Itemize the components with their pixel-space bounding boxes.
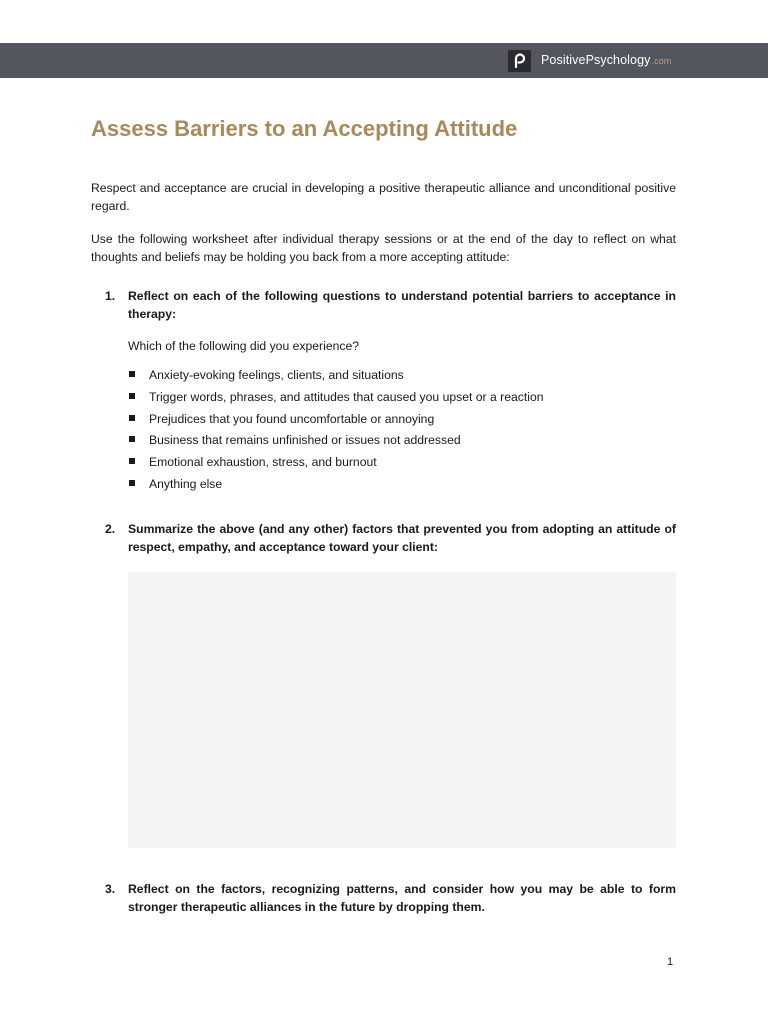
brand-logo-text xyxy=(541,53,671,67)
square-bullet-icon xyxy=(129,371,135,377)
question-1-number: 1. xyxy=(105,289,116,303)
list-item-label: Prejudices that you found uncomfortable or annoying xyxy=(149,411,435,426)
intro-paragraph-2: Use the following worksheet after individual therapy sessions or at the end of the day to reflect on what thoughts and beliefs may be holding you back from a more accepting attitude: xyxy=(91,232,676,264)
square-bullet-icon xyxy=(129,480,135,486)
list-item-label: Emotional exhaustion, stress, and burnout xyxy=(149,455,377,470)
list-item-label: Trigger words, phrases, and attitudes that caused you upset or a reaction xyxy=(149,389,544,404)
list-item xyxy=(128,388,544,410)
list-item xyxy=(128,410,544,432)
question-1-prompt: Which of the following did you experience? xyxy=(128,339,360,353)
list-item-label: Anything else xyxy=(149,476,223,491)
question-2-text: Summarize the above (and any other) factors that prevented you from adopting an attitude of respect, empathy, and acceptance toward your client: xyxy=(128,522,676,554)
list-item xyxy=(128,453,544,475)
list-item xyxy=(128,366,544,388)
brand-name: PositivePsychology xyxy=(541,53,651,67)
positivepsychology-p-logo-icon xyxy=(508,50,531,72)
square-bullet-icon xyxy=(129,415,135,421)
question-3-text: Reflect on the factors, recognizing patterns, and consider how you may be able to form stronger therapeutic alliances in the future by dropping them. xyxy=(128,882,676,914)
square-bullet-icon xyxy=(129,436,135,442)
experience-checklist xyxy=(128,366,544,497)
question-2 xyxy=(105,520,676,556)
brand-suffix: .com xyxy=(651,56,672,66)
answer-text-area[interactable] xyxy=(128,572,676,848)
question-3 xyxy=(105,880,676,916)
list-item-label: Anxiety-evoking feelings, clients, and situations xyxy=(149,368,404,382)
list-item-label: Business that remains unfinished or issues not addressed xyxy=(149,433,461,448)
page-number: 1 xyxy=(667,956,674,968)
list-item xyxy=(128,431,544,453)
square-bullet-icon xyxy=(129,393,135,399)
intro-paragraph-1: Respect and acceptance are crucial in developing a positive therapeutic alliance and unconditional positive regard. xyxy=(91,181,676,213)
square-bullet-icon xyxy=(129,458,135,464)
page-title: Assess Barriers to an Accepting Attitude xyxy=(91,116,518,141)
question-1 xyxy=(105,287,676,323)
question-3-number: 3. xyxy=(105,882,116,896)
list-item xyxy=(128,475,544,497)
question-2-number: 2. xyxy=(105,522,116,536)
question-1-text: Reflect on each of the following questions to understand potential barriers to acceptance in therapy: xyxy=(128,289,676,321)
